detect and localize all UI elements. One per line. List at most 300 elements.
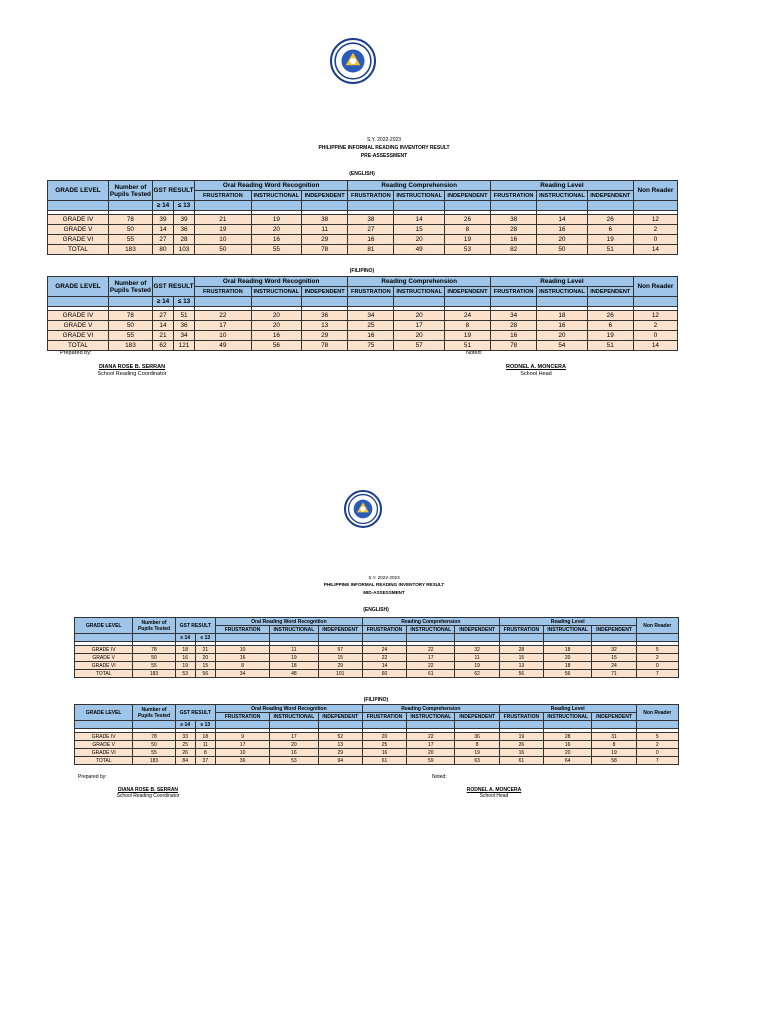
table-cell: 51	[173, 311, 194, 321]
table-cell: 80	[152, 245, 173, 255]
independent-header: INDEPENDENT	[302, 287, 348, 297]
pre-english-table	[47, 180, 678, 255]
blank-cell	[108, 297, 152, 307]
table-cell: 20	[544, 749, 592, 757]
table-cell: 22	[407, 646, 455, 654]
independent-header: INDEPENDENT	[592, 626, 636, 634]
table-cell: 26	[587, 215, 633, 225]
table-cell: 16	[491, 331, 537, 341]
gst-low-header: ≤ 13	[195, 721, 215, 729]
coordinator-title: School Reading Coordinator	[97, 371, 167, 377]
independent-header: INDEPENDENT	[587, 191, 633, 201]
table-cell: 0	[633, 331, 677, 341]
row-label: GRADE V	[75, 741, 133, 749]
blank-cell	[592, 721, 636, 729]
table-cell: 24	[592, 662, 636, 670]
blank-cell	[270, 634, 318, 642]
table-row	[75, 741, 679, 749]
mid-english-table	[74, 617, 679, 678]
table-cell: 16	[362, 749, 406, 757]
independent-header: INDEPENDENT	[455, 713, 499, 721]
table-cell: 50	[108, 321, 152, 331]
report-title: PHILIPPINE INFORMAL READING INVENTORY RESULT	[323, 582, 445, 588]
table-cell: 183	[133, 670, 175, 678]
table-cell: 26	[444, 215, 490, 225]
oral-reading-header: Oral Reading Word Recognition	[215, 705, 362, 713]
head-name: RODNEL A. MONCERA	[466, 787, 522, 793]
table-cell: 60	[362, 670, 406, 678]
table-cell: 19	[587, 235, 633, 245]
table-cell: 18	[537, 311, 587, 321]
table-cell: 61	[499, 757, 543, 765]
table-cell: 14	[537, 215, 587, 225]
blank-cell	[499, 634, 543, 642]
head-name: RODNEL A. MONCERA	[506, 364, 566, 370]
table-cell: 64	[544, 757, 592, 765]
blank-cell	[491, 297, 537, 307]
table-cell: 29	[302, 235, 348, 245]
table-cell: 71	[592, 670, 636, 678]
blank-cell	[537, 297, 587, 307]
blank-cell	[108, 201, 152, 211]
blank-cell	[455, 634, 499, 642]
blank-cell	[215, 634, 269, 642]
table-cell: 39	[152, 215, 173, 225]
table-cell: 21	[195, 215, 252, 225]
table-cell: 38	[302, 215, 348, 225]
row-label: GRADE V	[48, 321, 109, 331]
table-cell: 16	[215, 654, 269, 662]
blank-cell	[407, 634, 455, 642]
instructional-header: INSTRUCTIONAL	[544, 713, 592, 721]
table-cell: 36	[215, 757, 269, 765]
head-signature	[444, 787, 544, 799]
row-label: GRADE VI	[75, 662, 133, 670]
table-cell: 6	[587, 321, 633, 331]
table-cell: 10	[215, 749, 269, 757]
instructional-header: INSTRUCTIONAL	[537, 191, 587, 201]
row-label: GRADE IV	[48, 311, 109, 321]
table-cell: 51	[587, 245, 633, 255]
table-caption-filipino: (FILIPINO)	[363, 697, 389, 703]
table-cell: 34	[348, 311, 394, 321]
table-cell: 20	[195, 654, 215, 662]
blank-cell	[362, 634, 406, 642]
table-cell: 2	[633, 321, 677, 331]
blank-cell	[544, 634, 592, 642]
frustration-header: FRUSTRATION	[348, 287, 394, 297]
table-cell: 51	[444, 341, 490, 351]
table-cell: 25	[175, 741, 195, 749]
report-title: PHILIPPINE INFORMAL READING INVENTORY RESULT	[318, 145, 450, 151]
independent-header: INDEPENDENT	[455, 626, 499, 634]
table-cell: 29	[318, 662, 362, 670]
table-cell: 32	[592, 646, 636, 654]
table-cell: 17	[195, 321, 252, 331]
table-cell: 19	[444, 235, 490, 245]
table-row	[75, 733, 679, 741]
table-cell: 53	[270, 757, 318, 765]
table-caption-english: (ENGLISH)	[349, 171, 375, 177]
blank-cell	[251, 201, 301, 211]
table-cell: 24	[362, 646, 406, 654]
table-cell: 78	[133, 646, 175, 654]
table-cell: 84	[175, 757, 195, 765]
table-cell: 121	[173, 341, 194, 351]
table-cell: 21	[195, 646, 215, 654]
table-cell: 14	[633, 341, 677, 351]
frustration-header: FRUSTRATION	[348, 191, 394, 201]
frustration-header: FRUSTRATION	[215, 713, 269, 721]
blank-cell	[348, 297, 394, 307]
table-cell: 13	[318, 741, 362, 749]
grade-level-header: GRADE LEVEL	[75, 705, 133, 721]
table-cell: 28	[491, 321, 537, 331]
table-cell: 14	[394, 215, 444, 225]
table-cell: 16	[348, 235, 394, 245]
blank-cell	[491, 201, 537, 211]
pupils-tested-header: Number of Pupils Tested	[108, 181, 152, 201]
assessment-label: MID-ASSESSMENT	[363, 589, 405, 595]
table-cell: 19	[455, 662, 499, 670]
table-cell: 20	[394, 235, 444, 245]
table-cell: 11	[270, 646, 318, 654]
table-cell: 20	[537, 331, 587, 341]
table-cell: 11	[195, 741, 215, 749]
table-cell: 37	[195, 757, 215, 765]
grade-level-header: GRADE LEVEL	[48, 277, 109, 297]
table-cell: 27	[152, 235, 173, 245]
table-cell: 36	[173, 225, 194, 235]
table-cell: 20	[251, 311, 301, 321]
reading-comprehension-header: Reading Comprehension	[348, 181, 491, 191]
table-cell: 8	[215, 662, 269, 670]
table-cell: 20	[407, 749, 455, 757]
reading-comprehension-header: Reading Comprehension	[362, 618, 499, 626]
blank-cell	[251, 297, 301, 307]
table-row	[48, 235, 678, 245]
table-cell: 34	[491, 311, 537, 321]
table-cell: 0	[633, 235, 677, 245]
instructional-header: INSTRUCTIONAL	[544, 626, 592, 634]
table-cell: 19	[251, 215, 301, 225]
gst-result-header: GST RESULT	[152, 277, 194, 297]
report-header	[0, 136, 768, 160]
table-cell: 29	[318, 749, 362, 757]
reading-comprehension-header: Reading Comprehension	[348, 277, 491, 287]
table-cell: 22	[407, 662, 455, 670]
table-cell: 19	[499, 733, 543, 741]
gst-high-header: ≥ 14	[152, 201, 173, 211]
table-cell: 21	[152, 331, 173, 341]
instructional-header: INSTRUCTIONAL	[251, 191, 301, 201]
prepared-by-label: Prepared by:	[60, 350, 92, 356]
report-header	[0, 574, 768, 596]
pupils-tested-header: Number of Pupils Tested	[133, 705, 175, 721]
table-cell: 28	[491, 225, 537, 235]
table-cell: 5	[636, 733, 678, 741]
table-cell: 12	[633, 215, 677, 225]
table-cell: 16	[270, 749, 318, 757]
gst-result-header: GST RESULT	[152, 181, 194, 201]
reading-level-header: Reading Level	[491, 181, 634, 191]
table-cell: 34	[173, 331, 194, 341]
table-row	[48, 215, 678, 225]
table-cell: 50	[133, 654, 175, 662]
table-cell: 38	[348, 215, 394, 225]
table-cell: 19	[444, 331, 490, 341]
table-cell: 36	[455, 733, 499, 741]
blank-cell	[195, 297, 252, 307]
table-cell: 28	[499, 646, 543, 654]
table-cell: 6	[587, 225, 633, 235]
table-cell: 26	[499, 741, 543, 749]
blank-cell	[455, 721, 499, 729]
table-cell: 14	[152, 225, 173, 235]
gst-high-header: ≥ 14	[152, 297, 173, 307]
blank-cell	[633, 201, 677, 211]
oral-reading-header: Oral Reading Word Recognition	[215, 618, 362, 626]
table-cell: 81	[348, 245, 394, 255]
frustration-header: FRUSTRATION	[499, 713, 543, 721]
grade-level-header: GRADE LEVEL	[48, 181, 109, 201]
table-cell: 11	[455, 654, 499, 662]
table-cell: 7	[636, 670, 678, 678]
blank-cell	[444, 201, 490, 211]
row-label: GRADE IV	[48, 215, 109, 225]
table-cell: 16	[251, 235, 301, 245]
non-reader-header: Non Reader	[633, 181, 677, 201]
table-cell: 183	[133, 757, 175, 765]
table-cell: 36	[302, 311, 348, 321]
blank-cell	[302, 201, 348, 211]
table-cell: 18	[195, 733, 215, 741]
table-cell: 18	[544, 646, 592, 654]
table-cell: 18	[544, 662, 592, 670]
coordinator-title: School Reading Coordinator	[116, 793, 180, 799]
table-cell: 17	[270, 733, 318, 741]
table-row	[48, 341, 678, 351]
noted-label: Noted:	[466, 350, 483, 356]
table-cell: 2	[633, 225, 677, 235]
table-cell: 10	[215, 646, 269, 654]
blank-cell	[587, 297, 633, 307]
row-label: TOTAL	[48, 245, 109, 255]
table-cell: 19	[455, 749, 499, 757]
table-cell: 11	[302, 225, 348, 235]
table-cell: 14	[362, 662, 406, 670]
table-cell: 16	[537, 321, 587, 331]
instructional-header: INSTRUCTIONAL	[407, 626, 455, 634]
independent-header: INDEPENDENT	[444, 287, 490, 297]
head-signature	[484, 364, 588, 378]
table-cell: 20	[394, 331, 444, 341]
table-cell: 19	[270, 654, 318, 662]
blank-cell	[318, 721, 362, 729]
table-cell: 20	[362, 733, 406, 741]
table-cell: 28	[544, 733, 592, 741]
table-cell: 16	[348, 331, 394, 341]
blank-cell	[407, 721, 455, 729]
oral-reading-header: Oral Reading Word Recognition	[195, 181, 348, 191]
coordinator-signature	[98, 787, 198, 799]
blank-cell	[270, 721, 318, 729]
table-cell: 56	[251, 341, 301, 351]
table-cell: 16	[544, 741, 592, 749]
blank-cell	[195, 201, 252, 211]
blank-cell	[133, 721, 175, 729]
coordinator-name: DIANA ROSE B. SERRAN	[117, 787, 179, 793]
table-cell: 33	[175, 733, 195, 741]
table-cell: 16	[251, 331, 301, 341]
table-cell: 28	[173, 235, 194, 245]
table-cell: 49	[394, 245, 444, 255]
table-cell: 17	[407, 741, 455, 749]
blank-cell	[348, 201, 394, 211]
table-cell: 57	[318, 646, 362, 654]
table-cell: 48	[270, 670, 318, 678]
frustration-header: FRUSTRATION	[362, 626, 406, 634]
table-cell: 29	[302, 331, 348, 341]
blank-cell	[48, 201, 109, 211]
independent-header: INDEPENDENT	[318, 626, 362, 634]
table-cell: 78	[302, 341, 348, 351]
table-cell: 10	[195, 235, 252, 245]
grade-level-header: GRADE LEVEL	[75, 618, 133, 634]
table-caption-english: (ENGLISH)	[363, 607, 389, 613]
table-cell: 56	[544, 670, 592, 678]
table-cell: 51	[587, 341, 633, 351]
table-row	[75, 654, 679, 662]
table-cell: 25	[362, 741, 406, 749]
reading-comprehension-header: Reading Comprehension	[362, 705, 499, 713]
table-cell: 31	[592, 733, 636, 741]
table-cell: 9	[215, 733, 269, 741]
table-cell: 17	[394, 321, 444, 331]
deped-seal-icon	[330, 38, 376, 84]
blank-cell	[302, 297, 348, 307]
table-cell: 55	[108, 235, 152, 245]
table-cell: 15	[592, 654, 636, 662]
table-cell: 8	[195, 749, 215, 757]
instructional-header: INSTRUCTIONAL	[270, 713, 318, 721]
deped-seal-icon	[344, 490, 382, 528]
independent-header: INDEPENDENT	[302, 191, 348, 201]
table-cell: 8	[444, 321, 490, 331]
blank-cell	[75, 721, 133, 729]
table-cell: 78	[108, 215, 152, 225]
table-cell: 8	[455, 741, 499, 749]
table-cell: 94	[318, 757, 362, 765]
blank-cell	[544, 721, 592, 729]
table-cell: 61	[407, 670, 455, 678]
table-cell: 15	[394, 225, 444, 235]
oral-reading-header: Oral Reading Word Recognition	[195, 277, 348, 287]
school-year: S.Y. 2022-2023	[366, 137, 402, 143]
table-cell: 0	[636, 662, 678, 670]
row-label: GRADE IV	[75, 646, 133, 654]
table-cell: 183	[108, 245, 152, 255]
table-cell: 55	[251, 245, 301, 255]
table-cell: 54	[537, 341, 587, 351]
non-reader-header: Non Reader	[633, 277, 677, 297]
frustration-header: FRUSTRATION	[215, 626, 269, 634]
blank-cell	[592, 634, 636, 642]
table-cell: 103	[173, 245, 194, 255]
table-cell: 12	[633, 311, 677, 321]
blank-cell	[444, 297, 490, 307]
table-cell: 20	[537, 235, 587, 245]
table-cell: 56	[195, 670, 215, 678]
table-cell: 183	[108, 341, 152, 351]
table-cell: 18	[175, 646, 195, 654]
table-cell: 62	[152, 341, 173, 351]
non-reader-header: Non Reader	[636, 618, 678, 634]
table-cell: 17	[407, 654, 455, 662]
blank-cell	[362, 721, 406, 729]
table-row	[48, 311, 678, 321]
table-cell: 50	[537, 245, 587, 255]
blank-cell	[587, 201, 633, 211]
table-cell: 82	[491, 245, 537, 255]
table-cell: 24	[444, 311, 490, 321]
frustration-header: FRUSTRATION	[195, 287, 252, 297]
gst-high-header: ≥ 14	[175, 634, 195, 642]
table-cell: 53	[444, 245, 490, 255]
table-cell: 50	[108, 225, 152, 235]
blank-cell	[636, 721, 678, 729]
table-cell: 20	[394, 311, 444, 321]
reading-level-header: Reading Level	[499, 705, 636, 713]
gst-high-header: ≥ 14	[175, 721, 195, 729]
table-cell: 56	[499, 670, 543, 678]
table-row	[75, 646, 679, 654]
frustration-header: FRUSTRATION	[362, 713, 406, 721]
table-cell: 49	[195, 341, 252, 351]
pre-filipino-table	[47, 276, 678, 351]
table-cell: 13	[499, 662, 543, 670]
table-cell: 62	[455, 670, 499, 678]
table-cell: 22	[362, 654, 406, 662]
head-title: School Head	[479, 793, 509, 799]
table-row	[48, 321, 678, 331]
table-cell: 34	[215, 670, 269, 678]
table-cell: 0	[636, 749, 678, 757]
gst-result-header: GST RESULT	[175, 618, 215, 634]
table-cell: 20	[251, 225, 301, 235]
table-cell: 25	[348, 321, 394, 331]
independent-header: INDEPENDENT	[444, 191, 490, 201]
instructional-header: INSTRUCTIONAL	[251, 287, 301, 297]
table-cell: 20	[251, 321, 301, 331]
blank-cell	[537, 201, 587, 211]
table-cell: 19	[195, 225, 252, 235]
instructional-header: INSTRUCTIONAL	[394, 287, 444, 297]
blank-cell	[394, 297, 444, 307]
table-cell: 55	[133, 749, 175, 757]
gst-low-header: ≤ 13	[173, 201, 194, 211]
table-cell: 55	[133, 662, 175, 670]
independent-header: INDEPENDENT	[592, 713, 636, 721]
assessment-label: PRE-ASSESSMENT	[360, 153, 408, 159]
table-cell: 78	[491, 341, 537, 351]
row-label: GRADE IV	[75, 733, 133, 741]
table-cell: 22	[195, 311, 252, 321]
table-cell: 101	[318, 670, 362, 678]
table-cell: 78	[108, 311, 152, 321]
noted-label: Noted:	[432, 774, 447, 780]
table-row	[75, 757, 679, 765]
